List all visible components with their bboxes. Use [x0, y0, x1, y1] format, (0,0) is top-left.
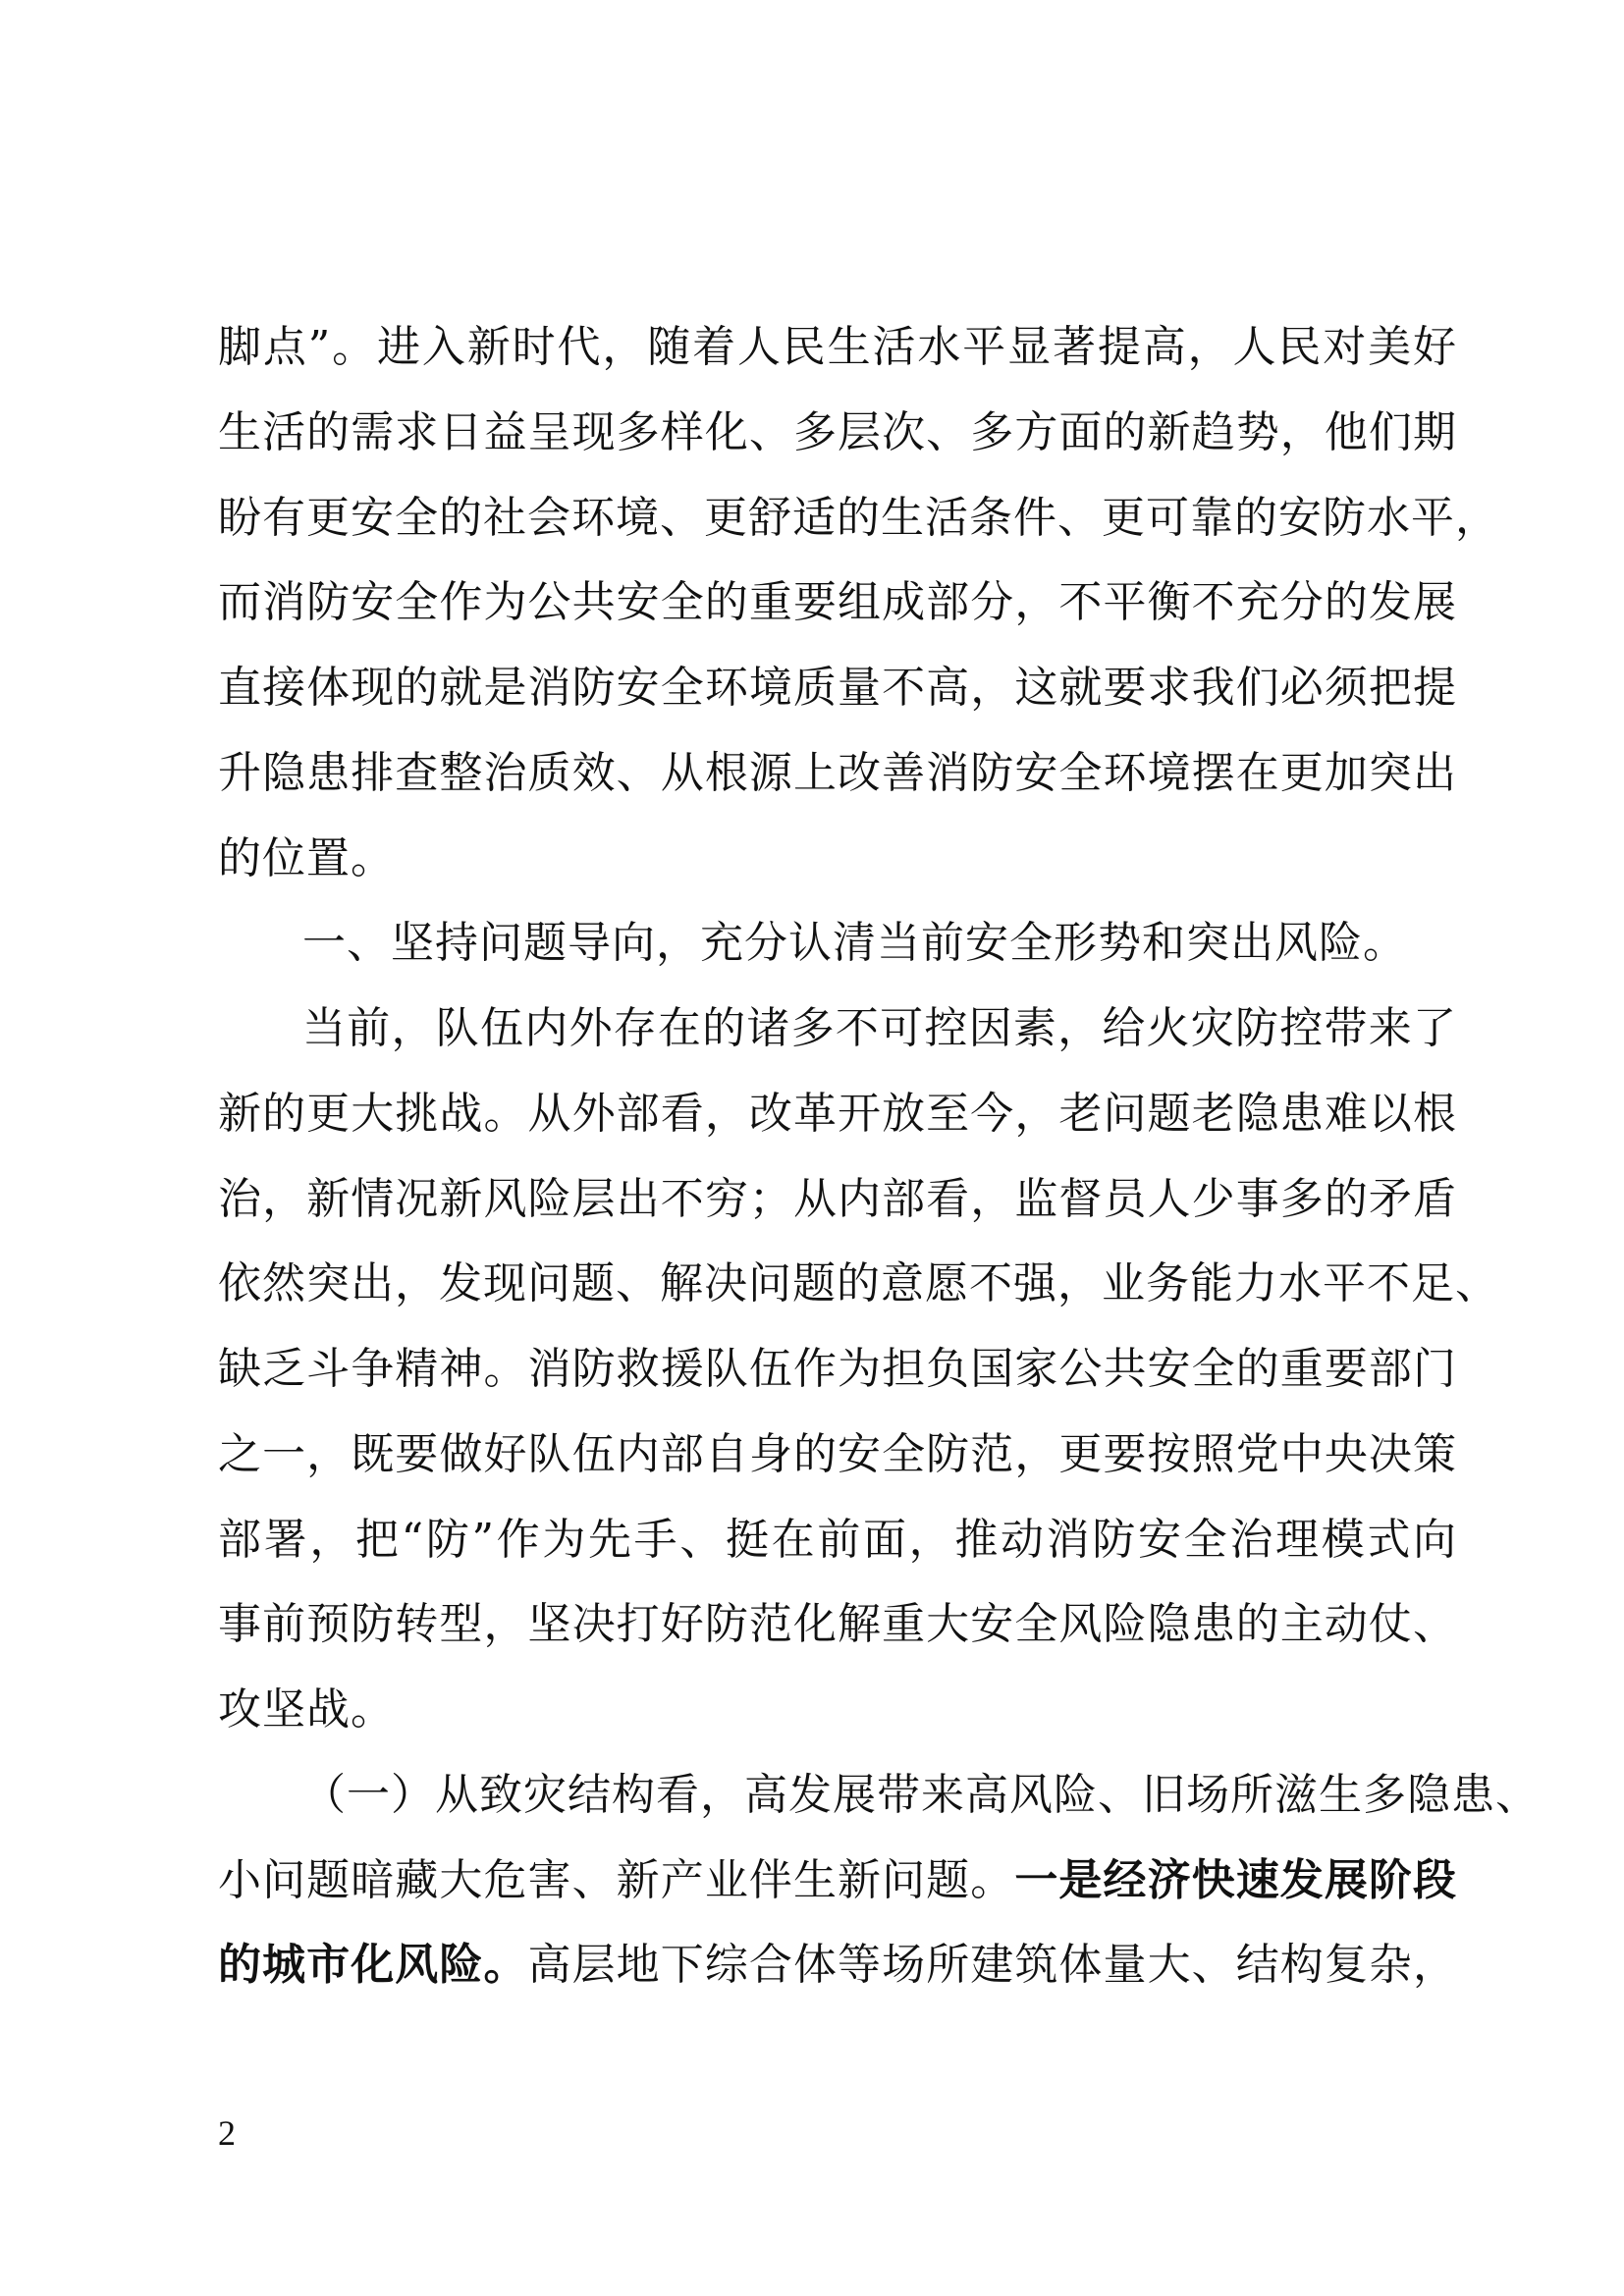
body-line-4: 而消防安全作为公共安全的重要组成部分，不平衡不充分的发展 [218, 577, 1457, 627]
body-line-9: 当前，队伍内外存在的诸多不可控因素，给火灾防控带来了 [302, 1003, 1457, 1053]
body-line-14: 之一，既要做好队伍内部自身的安全防范，更要按照党中央决策 [218, 1429, 1457, 1479]
emphasis-point-one: 一是经济快速发展阶段 [1014, 1855, 1458, 1905]
body-line-11: 治，新情况新风险层出不穷；从内部看，监督员人少事多的矛盾 [218, 1174, 1457, 1224]
body-line-6: 升隐患排查整治质效、从根源上改善消防安全环境摆在更加突出 [218, 748, 1457, 798]
body-line-3: 盼有更安全的社会环境、更舒适的生活条件、更可靠的安防水平， [218, 493, 1499, 543]
body-line-15: 部署，把“防”作为先手、挺在前面，推动消防安全治理模式向 [218, 1515, 1457, 1565]
body-line-10: 新的更大挑战。从外部看，改革开放至今，老问题老隐患难以根 [218, 1089, 1457, 1139]
body-line-12: 依然突出，发现问题、解决问题的意愿不强，业务能力水平不足、 [218, 1258, 1499, 1308]
body-line-16: 事前预防转型，坚决打好防范化解重大安全风险隐患的主动仗、 [218, 1599, 1457, 1649]
body-line-13: 缺乏斗争精神。消防救援队伍作为担负国家公共安全的重要部门 [218, 1344, 1457, 1394]
body-line-20 [218, 1923, 1457, 2007]
page-number: 2 [218, 2113, 236, 2153]
body-line-20-text: 高层地下综合体等场所建筑体量大、结构复杂， [527, 1940, 1458, 1990]
body-line-19 [218, 1839, 1457, 1923]
body-line-2: 生活的需求日益呈现多样化、多层次、多方面的新趋势，他们期 [218, 407, 1457, 457]
body-line-5: 直接体现的就是消防安全环境质量不高，这就要求我们必须把提 [218, 663, 1457, 713]
emphasis-point-one-end: 的城市化风险。 [218, 1940, 528, 1990]
section-heading-1: 一、坚持问题导向，充分认清当前安全形势和突出风险。 [302, 918, 1407, 968]
body-line-17: 攻坚战。 [218, 1684, 395, 1735]
body-line-19-text: 小问题暗藏大危害、新产业伴生新问题。 [218, 1855, 1015, 1905]
body-line-7: 的位置。 [218, 833, 395, 883]
body-line-1: 脚点”。进入新时代，随着人民生活水平显著提高，人民对美好 [218, 322, 1457, 372]
subsection-heading-1: （一）从致灾结构看，高发展带来高风险、旧场所滋生多隐患、 [302, 1770, 1540, 1820]
